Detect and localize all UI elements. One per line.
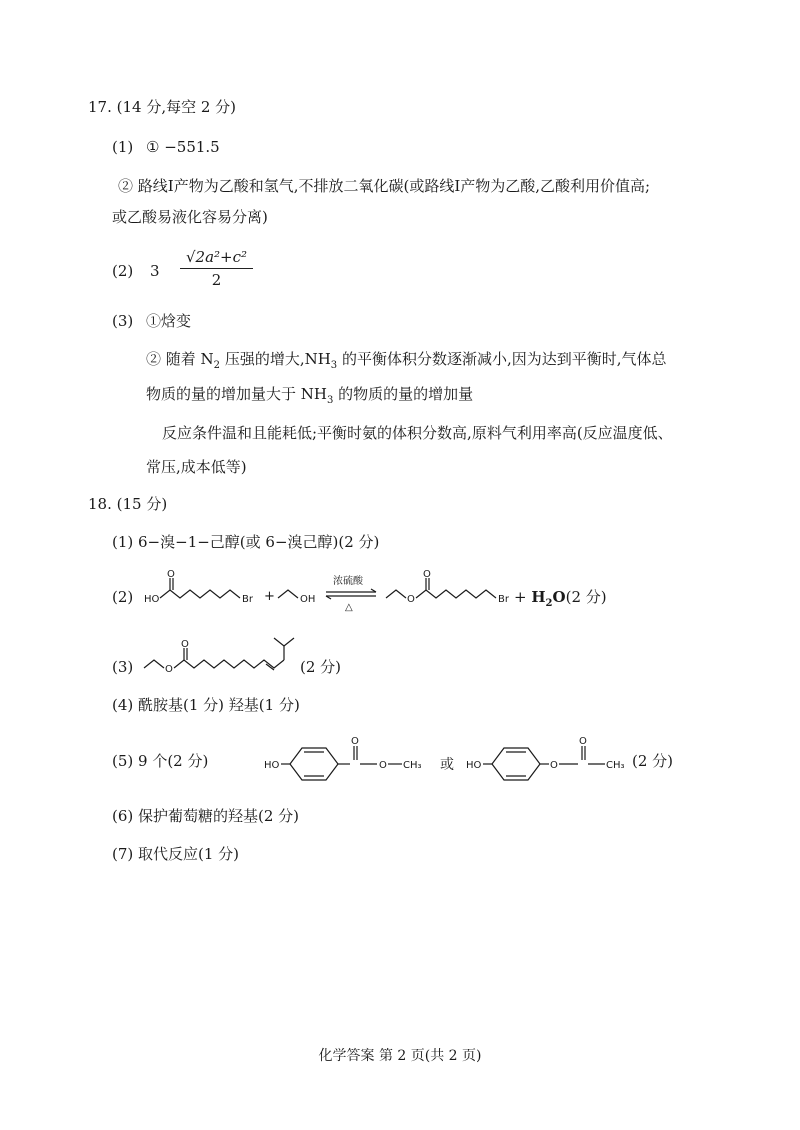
carbon-chain <box>160 590 240 598</box>
q18-p7: (7) 取代反应(1 分) <box>112 845 240 863</box>
or-label: 或 <box>440 757 454 773</box>
q18-p3-label: (3) <box>112 658 134 676</box>
water-o: O <box>552 588 566 606</box>
text-segment: ② 随着 N <box>146 350 214 368</box>
page-footer: 化学答案 第 2 页(共 2 页) <box>318 1048 482 1064</box>
ester-oxygen: O <box>165 664 173 675</box>
q18-p5-score: (2 分) <box>632 752 674 770</box>
benzene-ring <box>290 748 338 780</box>
plus-sign: + <box>264 589 275 604</box>
ho-label: HO <box>264 760 280 771</box>
reactant-acid-structure <box>144 569 254 605</box>
q17-p1-answer-a: ① −551.5 <box>146 138 220 156</box>
ester-oxygen: O <box>407 594 415 605</box>
subscript: 3 <box>330 360 338 371</box>
q18-p2-label: (2) <box>112 588 134 606</box>
q18-p5-label: (5) 9 个(2 分) <box>112 752 209 770</box>
subscript: 3 <box>326 395 334 406</box>
subscript: 2 <box>545 598 553 609</box>
q18-header: 18. (15 分) <box>88 495 168 513</box>
ch3-label: CH₃ <box>606 760 625 771</box>
subscript: 2 <box>213 360 221 371</box>
carbonyl-oxygen: O <box>351 736 359 747</box>
carbon-chain <box>174 660 284 668</box>
q17-p2-fraction <box>180 248 253 289</box>
catalyst-label: 浓硫酸 <box>333 576 363 587</box>
score: (2 分) <box>565 588 607 606</box>
oh-label: OH <box>300 594 316 605</box>
br-label: Br <box>242 594 253 605</box>
carbonyl-oxygen: O <box>167 569 175 580</box>
q18-p3-structure <box>140 628 310 678</box>
q17-p3-answer-c-line2: 常压,成本低等) <box>146 458 247 476</box>
q17-p3-answer-b-line2 <box>146 384 473 411</box>
ho-label: HO <box>144 594 160 605</box>
water-h: H <box>531 588 546 606</box>
ch3-label: CH₃ <box>403 760 422 771</box>
q18-p3-score: (2 分) <box>300 658 342 676</box>
ester-oxygen: O <box>550 760 558 771</box>
q17-p1-answer-b-line2: 或乙酸易液化容易分离) <box>112 208 268 226</box>
structure-option-1 <box>264 736 422 780</box>
ethyl-chain <box>144 660 164 668</box>
text-segment: 的物质的量的增加量 <box>333 385 474 403</box>
reactant-ethanol-structure <box>278 590 315 605</box>
text-segment: 物质的量的增加量大于 NH <box>146 385 327 403</box>
carbonyl-oxygen: O <box>579 736 587 747</box>
q17-p1-answer-b-line1: ② 路线Ⅰ产物为乙酸和氢气,不排放二氧化碳(或路线Ⅰ产物为乙酸,乙酸利用价值高; <box>118 177 651 195</box>
isopropyl-branch <box>274 638 294 646</box>
q17-p2-value: 3 <box>150 262 160 280</box>
br-label: Br <box>498 594 509 605</box>
q18-p1: (1) 6−溴−1−己醇(或 6−溴己醇)(2 分) <box>112 533 380 551</box>
q18-p6: (6) 保护葡萄糖的羟基(2 分) <box>112 807 300 825</box>
fraction-denominator: 2 <box>211 271 222 289</box>
q17-p3-label: (3) <box>112 312 134 330</box>
carbonyl-oxygen: O <box>423 569 431 580</box>
benzene-ring <box>492 748 540 780</box>
q17-p3-answer-b-line1 <box>146 349 666 376</box>
text-segment: 压强的增大,NH <box>220 350 331 368</box>
q17-p1-label: (1) <box>112 138 134 156</box>
product-ester-structure <box>386 569 510 605</box>
ethyl-chain <box>278 590 298 598</box>
carbon-chain <box>416 590 496 598</box>
q17-p3-answer-a: ①焓变 <box>146 312 192 330</box>
q18-p5-structures <box>262 728 692 784</box>
q18-p2-tail <box>514 587 607 614</box>
fraction-numerator: √2a²+c² <box>180 248 253 269</box>
q17-header: 17. (14 分,每空 2 分) <box>88 98 237 116</box>
q18-p4: (4) 酰胺基(1 分) 羟基(1 分) <box>112 696 300 714</box>
q17-p3-answer-c-line1: 反应条件温和且能耗低;平衡时氨的体积分数高,原料气利用率高(反应温度低、 <box>162 424 673 442</box>
reaction-arrow <box>326 574 376 613</box>
ho-label: HO <box>466 760 482 771</box>
text-segment: 的平衡体积分数逐渐减小,因为达到平衡时,气体总 <box>337 350 667 368</box>
plus-sign: + <box>514 588 527 606</box>
heat-symbol: △ <box>345 602 353 613</box>
ethyl-chain <box>386 590 406 598</box>
structure-option-2 <box>466 736 625 780</box>
ester-oxygen: O <box>379 760 387 771</box>
carbonyl-oxygen: O <box>181 639 189 650</box>
q17-p2-label: (2) <box>112 262 134 280</box>
